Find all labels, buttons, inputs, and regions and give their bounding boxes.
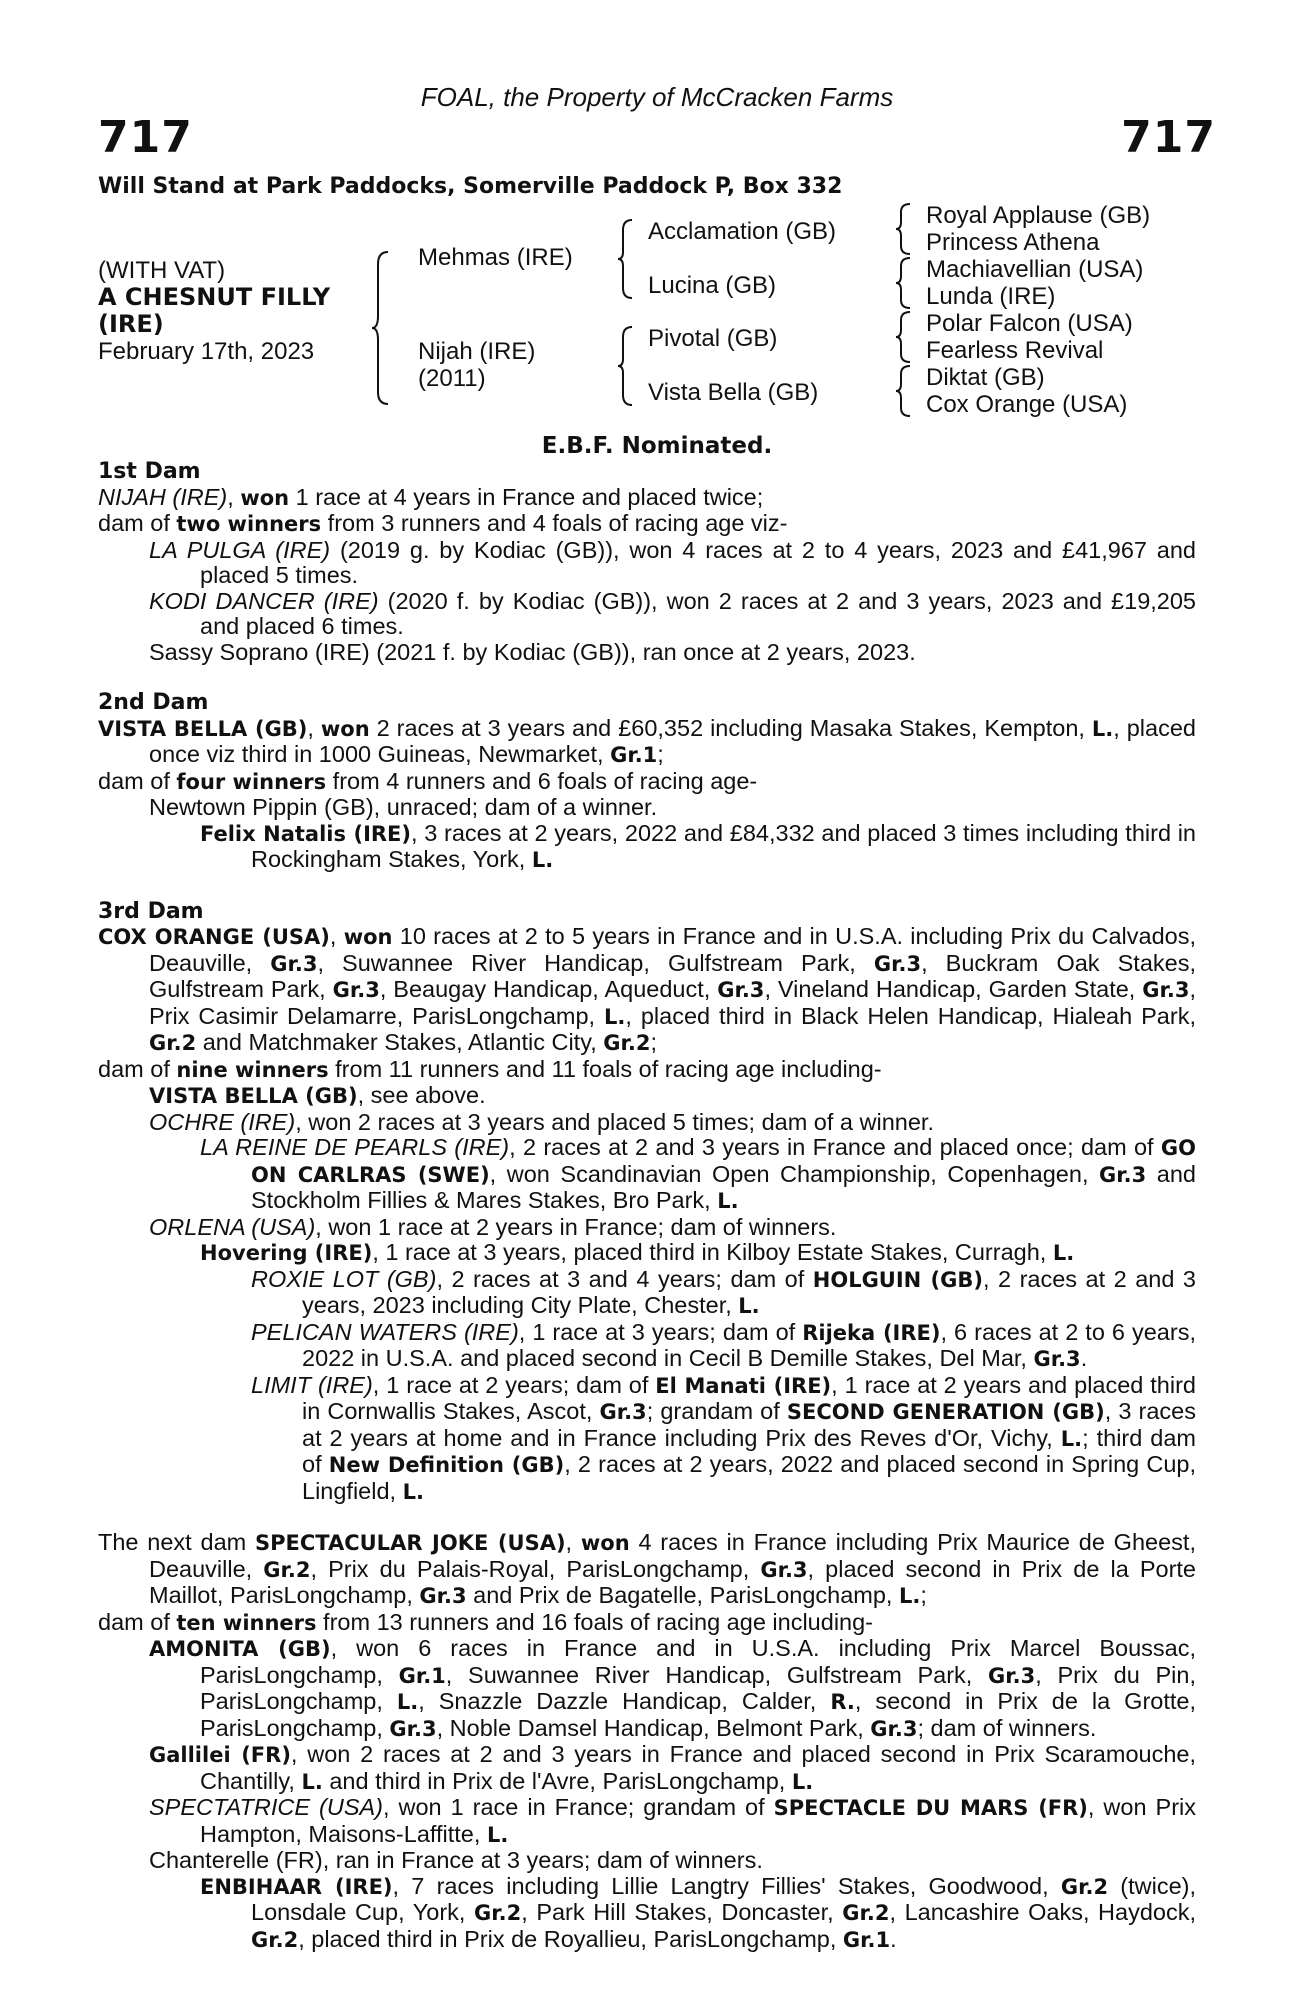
text: dam of — [98, 1055, 177, 1082]
produce-entry — [98, 1215, 1196, 1241]
text: , 1 race at 2 years; dam of — [372, 1371, 656, 1398]
produce-entry — [98, 1083, 1196, 1110]
vat-note: (WITH VAT) — [98, 257, 226, 284]
text: (twice), Lonsdale Cup, York, — [251, 1872, 1197, 1925]
text: , won Scandinavian Open Championship, Copenhagen, — [489, 1160, 1100, 1187]
text: The next dam — [98, 1529, 255, 1555]
text: dam of — [98, 510, 177, 536]
listed-label: L. — [791, 1769, 814, 1794]
group-label: Gr.3 — [1099, 1162, 1147, 1187]
produce-entry: Sassy Soprano (IRE) (2021 f. by Kodiac (GB)), ran once at 2 years, 2023. — [149, 638, 916, 665]
produce-entry — [98, 1874, 1196, 1954]
won-label: won — [240, 485, 290, 510]
group-label: Gr.1 — [398, 1663, 446, 1688]
brace-g2 — [894, 256, 914, 310]
ggrandam-3: Fearless Revival — [926, 337, 1104, 364]
produce-entry — [98, 1795, 1196, 1848]
produce-entry — [98, 1373, 1196, 1506]
dam-line1: Nijah (IRE) — [418, 338, 536, 365]
horse-name: OCHRE (IRE) — [149, 1108, 296, 1135]
text: , Prix du Pin, ParisLongchamp, — [200, 1661, 1196, 1714]
group-label: Gr.3 — [870, 1716, 918, 1741]
text: , 2 races at 2 and 3 years in France and placed once; dam of — [509, 1134, 1161, 1160]
text: , 6 races at 2 to 6 years, 2022 in U.S.A. and placed second in Cecil B Demille Stakes, Del Mar, — [302, 1318, 1196, 1371]
next-dam-produce-summary — [98, 1610, 1196, 1637]
produce-entry: Newtown Pippin (GB), unraced; dam of a winner. — [149, 794, 658, 820]
text: and Matchmaker Stakes, Atlantic City, — [196, 1029, 604, 1055]
text: and Stockholm Fillies & Mares Stakes, Bro Park, — [251, 1160, 1196, 1213]
text: , Noble Damsel Handicap, Belmont Park, — [436, 1714, 871, 1741]
text: ; grandam of — [646, 1398, 787, 1424]
horse-name: SPECTACLE DU MARS (FR) — [773, 1796, 1088, 1820]
brace-g3 — [894, 310, 914, 364]
brace-generation-1 — [370, 250, 394, 406]
listed-label: L. — [1060, 1426, 1083, 1451]
text: , Buckram Oak Stakes, Gulfstream Park, — [149, 949, 1196, 1002]
produce-entry — [98, 1320, 1196, 1373]
horse-name: SECOND GENERATION (GB) — [786, 1400, 1105, 1424]
group-label: Gr.3 — [389, 1716, 437, 1741]
text: . — [890, 1925, 897, 1952]
winners-count: nine winners — [176, 1057, 329, 1082]
text: , Vineland Handicap, Garden State, — [764, 976, 1143, 1002]
text: , 1 race at 2 years and placed third in Cornwallis Stakes, Ascot, — [302, 1371, 1196, 1424]
text: , 3 races at 2 years at home and in France including Prix des Reves d'Or, Vichy, — [302, 1398, 1196, 1451]
separator: , — [307, 714, 321, 741]
text: , 3 races at 2 years, 2022 and £84,332 and placed 3 times including third in Rockingham Stakes, York, — [251, 819, 1196, 872]
text: , see above. — [357, 1082, 486, 1108]
group-label: Gr.2 — [149, 1031, 197, 1055]
group-label: Gr.3 — [1142, 978, 1190, 1002]
ggrandsire-2: Machiavellian (USA) — [926, 256, 1144, 283]
listed-label: L. — [402, 1479, 424, 1504]
text: and Prix de Bagatelle, ParisLongchamp, — [466, 1582, 899, 1608]
horse-name: COX ORANGE (USA) — [98, 925, 330, 949]
horse-name: ENBIHAAR (IRE) — [200, 1874, 393, 1899]
horse-name: LA REINE DE PEARLS (IRE) — [200, 1134, 510, 1160]
text: , won 6 races in France and in U.S.A. including Prix Marcel Boussac, ParisLongchamp, — [200, 1635, 1196, 1688]
won-label: won — [580, 1531, 630, 1555]
text: dam of — [98, 767, 177, 794]
third-dam-entry — [98, 924, 1196, 1057]
separator: , — [227, 483, 241, 510]
listed-label: L. — [717, 1189, 739, 1213]
second-dam-heading: 2nd Dam — [98, 690, 209, 715]
text: , Snazzle Dazzle Handicap, Calder, — [418, 1688, 831, 1714]
group-label: Gr.1 — [610, 743, 658, 767]
text: , Beaugay Handicap, Aqueduct, — [379, 976, 718, 1002]
group-label: Gr.3 — [988, 1663, 1036, 1688]
spacer — [98, 665, 1196, 690]
text: , Suwannee River Handicap, Gulfstream Park, — [317, 949, 874, 976]
text: , Prix Casimir Delamarre, ParisLongchamp, — [149, 976, 1196, 1029]
horse-name: LA PULGA (IRE) — [149, 536, 331, 563]
produce-entry — [98, 538, 1196, 589]
produce-entry — [98, 821, 1196, 874]
brace-g1 — [894, 202, 914, 256]
ggrandsire-1: Royal Applause (GB) — [926, 202, 1151, 229]
text: , 2 races at 3 and 4 years; dam of — [436, 1265, 813, 1292]
group-label: Gr.3 — [270, 951, 318, 976]
produce-entry — [98, 1267, 1196, 1320]
produce-entry — [98, 1636, 1196, 1742]
text: , 2 races at 2 and 3 years, 2023 including City Plate, Chester, — [302, 1265, 1196, 1318]
won-label: won — [343, 925, 393, 949]
lot-number-left: 717 — [98, 112, 193, 163]
text: 10 races at 2 to 5 years in France and in U.S.A. including Prix du Calvados, Deauville, — [149, 923, 1197, 976]
won-label: won — [320, 716, 370, 741]
text: , second in Prix de la Grotte, ParisLongchamp, — [200, 1688, 1196, 1741]
horse-name: SPECTACULAR JOKE (USA) — [255, 1531, 566, 1555]
winners-count: four winners — [176, 769, 327, 794]
sire-sire: Acclamation (GB) — [648, 218, 837, 245]
separator: , — [329, 923, 344, 949]
listed-label: L. — [396, 1690, 419, 1714]
winners-count: ten winners — [176, 1610, 317, 1635]
horse-name: SPECTATRICE (USA) — [149, 1794, 383, 1820]
group-label: Gr.2 — [251, 1927, 299, 1952]
group-label: Gr.2 — [1060, 1874, 1109, 1899]
horse-name: ROXIE LOT (GB) — [251, 1265, 437, 1292]
text: , placed once viz third in 1000 Guineas, Newmarket, — [149, 714, 1196, 767]
text: , Suwannee River Handicap, Gulfstream Park, — [445, 1661, 989, 1688]
text: dam of — [98, 1608, 177, 1635]
listed-label: L. — [738, 1294, 760, 1318]
text: 2 races at 3 years and £60,352 including Masaka Stakes, Kempton, — [369, 714, 1092, 741]
ggrandam-4: Cox Orange (USA) — [926, 391, 1128, 418]
text: , won 2 races at 3 years and placed 5 times; dam of a winner. — [295, 1108, 934, 1135]
text: ; dam of winners. — [917, 1714, 1097, 1741]
race-record: (2020 f. by Kodiac (GB)), won 2 races at 2 and 3 years, 2023 and £19,205 and placed 6 times. — [200, 587, 1196, 639]
text: ; — [650, 1029, 657, 1055]
text: ; third dam of — [302, 1424, 1196, 1477]
listed-label: L. — [899, 1584, 921, 1608]
spacer — [98, 1505, 1196, 1530]
text: from 4 runners and 6 foals of racing age- — [326, 767, 758, 794]
group-label: Gr.3 — [760, 1557, 808, 1582]
horse-name: GO ON CARLRAS (SWE) — [251, 1136, 1196, 1187]
first-dam-heading: 1st Dam — [98, 459, 201, 484]
horse-name: AMONITA (GB) — [149, 1637, 331, 1661]
text: , placed third in Prix de Royallieu, ParisLongchamp, — [298, 1925, 843, 1952]
text: 4 races in France including Prix Maurice de Gheest, Deauville, — [149, 1529, 1196, 1582]
text: and third in Prix de l'Avre, ParisLongchamp, — [322, 1767, 792, 1794]
text: from 3 runners and 4 foals of racing age viz- — [321, 510, 788, 536]
ggrandsire-3: Polar Falcon (USA) — [926, 310, 1133, 337]
next-dam-entry — [98, 1530, 1196, 1610]
horse-name: NIJAH (IRE) — [98, 483, 228, 510]
group-label: Gr.3 — [873, 951, 922, 976]
text: , Lancashire Oaks, Haydock, — [889, 1899, 1197, 1925]
horse-name: LIMIT (IRE) — [251, 1371, 373, 1398]
second-dam-entry — [98, 716, 1196, 769]
produce-entry: Chanterelle (FR), ran in France at 3 years; dam of winners. — [149, 1847, 763, 1873]
produce-entry — [98, 1135, 1196, 1215]
separator: , — [565, 1529, 581, 1555]
horse-name: ORLENA (USA) — [149, 1213, 316, 1240]
group-label: Gr.3 — [419, 1584, 467, 1608]
text: , won 2 races at 2 and 3 years in France and placed second in Prix Scaramouche, Chantilly, — [200, 1741, 1196, 1794]
first-dam-entry — [98, 485, 1196, 512]
text: , placed third in Black Helen Handicap, Hialeah Park, — [625, 1002, 1196, 1029]
group-label: Gr.3 — [717, 978, 765, 1002]
first-dam-produce-summary — [98, 511, 1196, 538]
listed-label: L. — [301, 1769, 323, 1794]
stand-location: Will Stand at Park Paddocks, Somerville Paddock P, Box 332 — [98, 174, 843, 199]
text: , Prix du Palais-Royal, ParisLongchamp, — [310, 1555, 761, 1582]
race-record: 1 race at 4 years in France and placed twice; — [289, 483, 764, 510]
race-record: (2019 g. by Kodiac (GB)), won 4 races at 2 to 4 years, 2023 and £41,967 and placed 5 times. — [200, 536, 1196, 588]
text: , 2 races at 2 years, 2022 and placed second in Spring Cup, Lingfield, — [302, 1451, 1196, 1504]
group-label: Gr.2 — [842, 1901, 890, 1925]
horse-name: VISTA BELLA (GB) — [98, 716, 308, 741]
spacer — [98, 874, 1196, 899]
horse-name: Rijeka (IRE) — [802, 1320, 941, 1345]
listed-label: L. — [1052, 1241, 1075, 1265]
sire-dam: Lucina (GB) — [648, 272, 777, 299]
group-label: Gr.2 — [474, 1901, 522, 1925]
listed-label: L. — [604, 1004, 626, 1029]
horse-name: KODI DANCER (IRE) — [149, 587, 379, 614]
horse-name: PELICAN WATERS (IRE) — [251, 1318, 519, 1345]
horse-name: New Definition (GB) — [328, 1453, 565, 1477]
lot-name-line2: (IRE) — [98, 310, 164, 338]
produce-entry — [98, 1742, 1196, 1795]
second-dam-produce-summary — [98, 769, 1196, 796]
dam-sire: Pivotal (GB) — [648, 325, 778, 352]
text: . — [1080, 1345, 1088, 1371]
text: ; — [920, 1582, 927, 1608]
dam-line2: (2011) — [418, 365, 486, 392]
text: , Park Hill Stakes, Doncaster, — [521, 1899, 843, 1925]
text: , 1 race at 3 years; dam of — [518, 1318, 803, 1345]
horse-name: VISTA BELLA (GB) — [149, 1084, 358, 1108]
lot-name-line1: A CHESNUT FILLY — [98, 283, 331, 311]
ebf-nominated: E.B.F. Nominated. — [541, 433, 773, 459]
listed-label: L. — [531, 848, 554, 872]
group-label: Gr.3 — [332, 978, 380, 1002]
group-label: Gr.2 — [603, 1031, 651, 1055]
lot-number-right: 717 — [1121, 112, 1216, 163]
text: from 11 runners and 11 foals of racing age including- — [328, 1055, 882, 1082]
horse-name: El Manati (IRE) — [655, 1373, 832, 1398]
text: ; — [657, 741, 664, 767]
dam-dam: Vista Bella (GB) — [648, 379, 819, 406]
listed-label: L. — [1091, 716, 1114, 741]
third-dam-produce-summary — [98, 1057, 1196, 1084]
text: from 13 runners and 16 foals of racing age including- — [316, 1608, 874, 1635]
produce-entry — [98, 1110, 1196, 1136]
group-label: Gr.1 — [842, 1927, 891, 1952]
brace-g4 — [894, 364, 914, 418]
horse-name: Hovering (IRE) — [200, 1241, 373, 1265]
winners-count: two winners — [176, 512, 322, 536]
ggrandam-1: Princess Athena — [926, 229, 1100, 256]
text: , won 1 race at 2 years in France; dam of winners. — [315, 1213, 837, 1240]
pedigree-body — [98, 459, 1196, 1953]
text: , won 1 race in France; grandam of — [383, 1794, 774, 1820]
group-label: Gr.3 — [599, 1400, 647, 1424]
foaling-date: February 17th, 2023 — [98, 338, 315, 365]
ggrandsire-4: Diktat (GB) — [926, 364, 1045, 391]
group-label: Gr.2 — [263, 1557, 311, 1582]
brace-sire-parents — [616, 218, 636, 300]
ggrandam-2: Lunda (IRE) — [926, 283, 1056, 310]
horse-name: Gallilei (FR) — [149, 1743, 291, 1767]
group-label: Gr.3 — [1033, 1347, 1081, 1371]
foal-property-title: FOAL, the Property of McCracken Farms — [420, 82, 894, 112]
brace-dam-parents — [616, 325, 636, 407]
horse-name: Felix Natalis (IRE) — [200, 821, 412, 846]
produce-entry — [98, 589, 1196, 640]
sire: Mehmas (IRE) — [418, 244, 573, 271]
restricted-label: R. — [830, 1690, 855, 1714]
text: , 1 race at 3 years, placed third in Kilboy Estate Stakes, Curragh, — [372, 1239, 1053, 1265]
listed-label: L. — [486, 1822, 509, 1847]
produce-entry — [98, 1240, 1196, 1267]
text: , won Prix Hampton, Maisons-Laffitte, — [200, 1794, 1196, 1847]
text: , placed second in Prix de la Porte Maillot, ParisLongchamp, — [149, 1555, 1197, 1608]
horse-name: HOLGUIN (GB) — [812, 1267, 983, 1292]
text: , 7 races including Lillie Langtry Fillies' Stakes, Goodwood, — [392, 1872, 1061, 1899]
third-dam-heading: 3rd Dam — [98, 898, 204, 924]
